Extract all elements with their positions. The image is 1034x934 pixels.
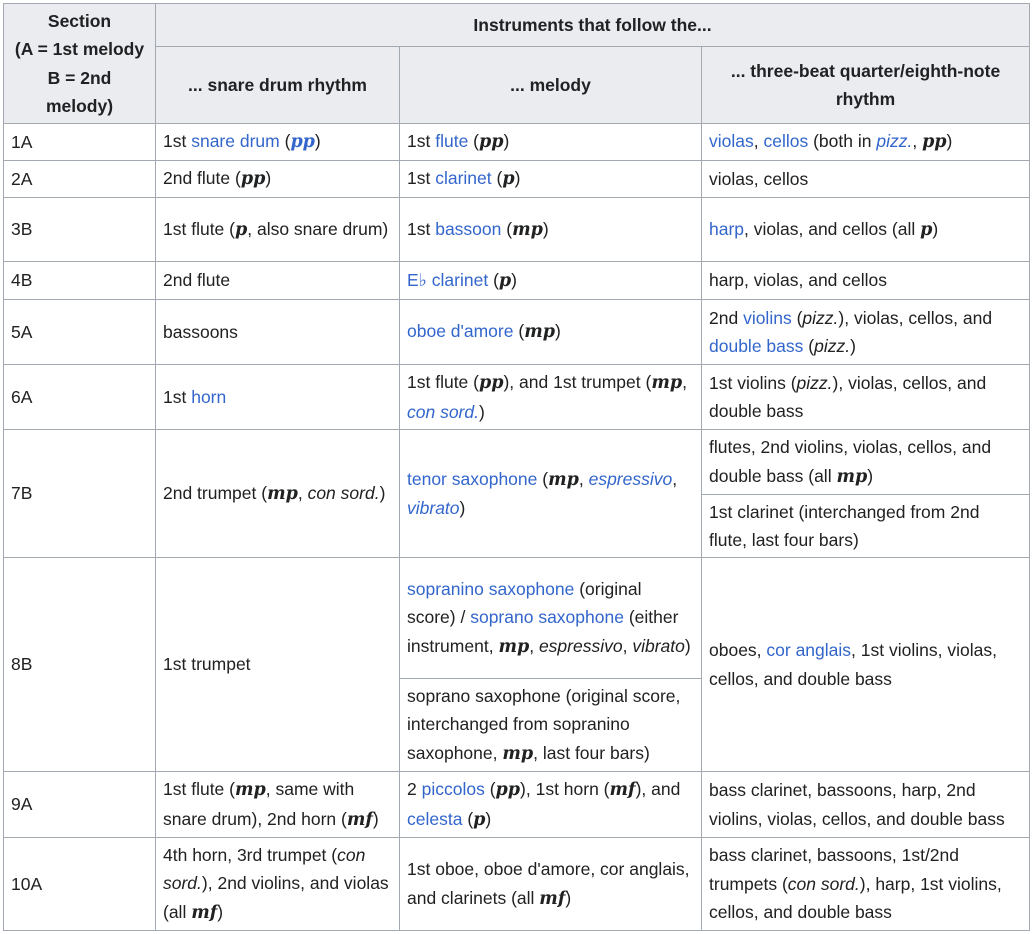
text: 1st [407, 131, 436, 152]
text: ) [503, 131, 510, 152]
text: ) [565, 887, 572, 908]
e-flat-clarinet-link[interactable]: E♭ clarinet [407, 269, 489, 290]
header-section-line1: Section [47, 10, 112, 31]
snare-cell [156, 430, 400, 558]
table-row [4, 161, 1030, 198]
flute-link[interactable]: flute [435, 131, 469, 152]
section-cell: 3B [4, 198, 156, 262]
text: ) [459, 498, 466, 518]
dynamic-mark: mp [524, 322, 555, 343]
sopranino-saxophone-link[interactable]: sopranino saxophone [407, 578, 575, 599]
melody-cell [400, 430, 702, 558]
table-row [4, 365, 1030, 430]
dynamic-mark: p [920, 219, 933, 240]
dynamic-mark: mp [651, 373, 683, 393]
text: ) [542, 218, 549, 239]
three-beat-cell: harp, violas, and cellos [702, 262, 1030, 300]
dynamic-mark: pp [478, 373, 504, 393]
text: 1st violins ( [709, 372, 797, 393]
soprano-saxophone-link[interactable]: soprano saxophone [470, 607, 624, 628]
three-beat-cell: bass clarinet, bassoons, harp, 2nd violins, violas, cellos, and double bass [702, 772, 1030, 838]
text: ( [484, 779, 496, 799]
melody-cell [400, 838, 702, 931]
dynamic-mark: mp [548, 469, 579, 490]
text: bass clarinet, bassoons, 1st/2nd trumpets ( [709, 845, 960, 894]
dynamic-mark: mf [191, 902, 218, 923]
text: 1st [163, 131, 192, 152]
text: 1st flute ( [407, 372, 479, 392]
snare-cell [156, 772, 400, 838]
melody-cell [400, 198, 702, 262]
three-beat-cell [702, 558, 1030, 772]
table-row [4, 838, 1030, 931]
text: , last four bars) [533, 742, 650, 763]
text: , [912, 131, 923, 152]
table-row [4, 262, 1030, 300]
text: , 1st violins, violas, cellos, and double bass [709, 640, 997, 689]
three-beat-cell [702, 124, 1030, 161]
melody-cell [400, 161, 702, 198]
violins-link[interactable]: violins [743, 307, 792, 328]
table-row [4, 430, 1030, 495]
header-section-line2: (A = 1st melody [14, 39, 145, 59]
section-cell: 4B [4, 262, 156, 300]
snare-cell [156, 198, 400, 262]
dynamic-mark: mp [498, 636, 530, 657]
text: ) [554, 321, 561, 342]
espressivo-link[interactable]: espressivo [588, 468, 673, 489]
three-beat-cell [702, 838, 1030, 931]
italic-text: pizz. [814, 336, 851, 356]
section-cell: 7B [4, 430, 156, 558]
text: ( [462, 808, 474, 829]
header-section-line3: B = 2nd [47, 67, 112, 88]
dynamic-mark: p [498, 270, 512, 291]
tenor-saxophone-link[interactable]: tenor saxophone [407, 468, 538, 489]
text: ) [946, 131, 953, 152]
snare-cell [156, 838, 400, 931]
piccolos-link[interactable]: piccolos [421, 779, 485, 799]
text: ) [265, 168, 272, 189]
three-beat-cell [702, 365, 1030, 430]
pizzicato-link[interactable]: pizz. [876, 131, 913, 152]
text: ( [488, 269, 499, 290]
header-section [4, 4, 156, 124]
text: ) [850, 336, 856, 356]
three-beat-cell [702, 198, 1030, 262]
header-section-line4: melody) [45, 96, 114, 116]
header-group: Instruments that follow the... [156, 4, 1030, 47]
section-cell: 2A [4, 161, 156, 198]
text: , [753, 131, 764, 152]
text: ( [791, 307, 803, 328]
melody-cell [400, 365, 702, 430]
text: 2nd [709, 307, 744, 328]
text: ), 2nd violins, and violas (all [163, 873, 389, 922]
vibrato-link[interactable]: vibrato [407, 498, 460, 518]
dynamic-pp-link[interactable]: pp [290, 132, 315, 153]
text: (both in [808, 131, 877, 152]
text: 2 [407, 779, 422, 799]
text: ) [217, 901, 224, 922]
text: , same with snare drum), 2nd horn ( [163, 779, 355, 829]
dynamic-mark: mp [512, 219, 543, 240]
text: ) [867, 465, 874, 486]
dynamic-mark: mp [267, 483, 298, 504]
harp-link[interactable]: harp [709, 218, 745, 239]
text: , violas, and cellos (all [744, 218, 921, 239]
text: ) [478, 401, 485, 422]
melody-cell [400, 300, 702, 365]
text: ), harp, 1st violins, cellos, and double bass [709, 873, 1002, 923]
text: oboes, [709, 640, 767, 660]
text: (original score) / [407, 578, 642, 628]
section-cell: 6A [4, 365, 156, 430]
text: , also snare drum) [247, 218, 389, 239]
snare-cell: bassoons [156, 300, 400, 365]
text: , [672, 468, 678, 489]
text: ), violas, cellos, and double bass [709, 372, 987, 421]
text: ) [314, 131, 321, 152]
italic-text: con sord. [787, 873, 860, 894]
text: 1st [163, 386, 192, 407]
text: , [622, 635, 633, 656]
dynamic-mark: p [502, 169, 515, 190]
text: 1st oboe, oboe d'amore, cor anglais, and clarinets (all [407, 859, 690, 908]
dynamic-mark: p [234, 219, 248, 240]
text: ) [514, 168, 521, 189]
text: flutes, 2nd violins, violas, cellos, and double bass (all [709, 437, 992, 486]
dynamic-mark: pp [495, 780, 521, 800]
dynamic-mark: pp [922, 132, 947, 153]
text: 1st flute ( [163, 218, 235, 239]
text: 4th horn, 3rd trumpet ( [163, 844, 338, 865]
italic-text: pizz. [802, 307, 839, 328]
header-snare-rhythm: ... snare drum rhythm [156, 47, 400, 124]
three-beat-cell: 1st clarinet (interchanged from 2nd flute, last four bars) [702, 495, 1030, 558]
con-sordino-link[interactable]: con sord. [407, 401, 479, 422]
text: (either instrument, [407, 607, 679, 656]
melody-cell [400, 262, 702, 300]
oboe-damore-link[interactable]: oboe d'amore [407, 321, 514, 342]
snare-cell: 1st trumpet [156, 558, 400, 772]
dynamic-mark: p [473, 809, 486, 830]
clarinet-link[interactable]: clarinet [435, 168, 492, 189]
text: ) [511, 269, 517, 290]
snare-cell [156, 124, 400, 161]
three-beat-cell: violas, cellos [702, 161, 1030, 198]
three-beat-cell [702, 300, 1030, 365]
three-beat-cell [702, 430, 1030, 495]
text: ( [513, 321, 525, 342]
dynamic-mark: mp [234, 780, 266, 800]
snare-cell [156, 161, 400, 198]
melody-cell [400, 772, 702, 838]
text: ), and 1st trumpet ( [503, 372, 652, 392]
double-bass-link[interactable]: double bass [709, 336, 804, 356]
cor-anglais-link[interactable]: cor anglais [766, 640, 852, 660]
text: ) [932, 218, 939, 239]
melody-cell [400, 679, 702, 772]
dynamic-mark: mf [539, 888, 566, 909]
section-cell: 9A [4, 772, 156, 838]
text: , [682, 372, 687, 392]
dynamic-mark: pp [240, 169, 266, 190]
dynamic-mark: mp [502, 743, 534, 764]
table-row [4, 772, 1030, 838]
italic-text: con sord. [307, 482, 380, 503]
header-three-beat-rhythm: ... three-beat quarter/eighth-note rhythm [702, 47, 1030, 124]
table-row [4, 300, 1030, 365]
text: 1st [407, 168, 436, 189]
text: ), 1st horn ( [520, 779, 610, 799]
italic-text: espressivo [538, 635, 623, 656]
text: ) [372, 808, 379, 829]
table-row [4, 558, 1030, 679]
melody-cell [400, 124, 702, 161]
header-melody: ... melody [400, 47, 702, 124]
italic-text: pizz. [796, 372, 833, 393]
section-cell: 10A [4, 838, 156, 931]
text: ( [537, 468, 549, 489]
section-cell: 1A [4, 124, 156, 161]
text: ) [379, 482, 386, 503]
text: ) [684, 635, 691, 656]
section-cell: 8B [4, 558, 156, 772]
text: 2nd flute ( [163, 168, 241, 189]
section-cell: 5A [4, 300, 156, 365]
table-row [4, 124, 1030, 161]
italic-text: vibrato [632, 635, 685, 656]
text: ), violas, cellos, and [838, 307, 993, 328]
table-row [4, 198, 1030, 262]
dynamic-mark: pp [479, 132, 504, 153]
text: , [529, 635, 539, 656]
celesta-link[interactable]: celesta [407, 808, 463, 829]
horn-link[interactable]: horn [191, 386, 227, 407]
snare-cell [156, 365, 400, 430]
text: 1st [407, 218, 436, 239]
text: ) [485, 808, 492, 829]
text: soprano saxophone (original score, interchanged from sopranino saxophone, [407, 685, 681, 763]
bassoon-link[interactable]: bassoon [435, 218, 502, 239]
text: ( [279, 131, 291, 152]
melody-cell [400, 558, 702, 679]
text: ( [468, 131, 479, 152]
snare-drum-link[interactable]: snare drum [191, 131, 280, 152]
text: ), and [635, 779, 681, 799]
dynamic-mark: mp [836, 466, 868, 487]
text: ( [803, 336, 815, 356]
cellos-link[interactable]: cellos [763, 131, 809, 152]
text: ( [501, 218, 513, 239]
violas-link[interactable]: violas [709, 131, 754, 152]
text: 2nd trumpet ( [163, 482, 268, 503]
text: 1st flute ( [163, 779, 235, 799]
snare-cell: 2nd flute [156, 262, 400, 300]
italic-text: con sord. [163, 844, 366, 894]
dynamic-mark: mf [346, 809, 373, 830]
orchestration-table [3, 3, 1030, 931]
text: ( [491, 168, 503, 189]
text: , [297, 482, 308, 503]
text: , [578, 468, 589, 489]
dynamic-mark: mf [609, 780, 636, 800]
